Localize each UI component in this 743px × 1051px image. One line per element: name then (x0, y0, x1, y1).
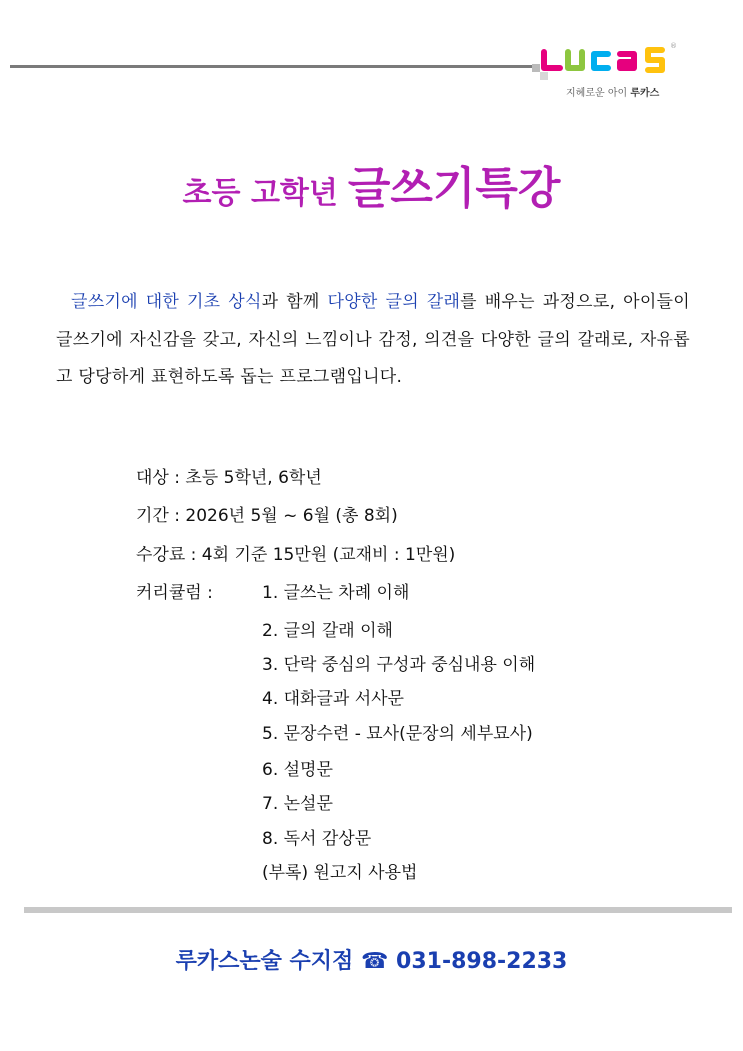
logo-tagline (566, 84, 659, 99)
title-course: 글쓰기특강 (347, 163, 561, 214)
period-info: 기간 : 2026년 5월 ~ 6월 (총 8회) (136, 506, 398, 526)
curriculum-item: 7. 논설문 (262, 794, 333, 814)
curriculum-item: 8. 독서 감상문 (262, 829, 372, 849)
footer-divider (24, 907, 732, 913)
target-info: 대상 : 초등 5학년, 6학년 (136, 468, 322, 488)
intro-highlight-basics: 글쓰기에 대한 기초 상식 (71, 292, 262, 312)
curriculum-item: 2. 글의 갈래 이해 (262, 621, 393, 641)
intro-text-2: 를 배우는 과정으로, 아이들이 글쓰기에 자신감을 갖고, 자신의 느낌이나 감정, 의견을 다양한 글의 갈래로, 자유롭고 당당하게 표현하도록 돕는 프로그램입니다. (56, 292, 690, 387)
curriculum-item: 6. 설명문 (262, 760, 333, 780)
curriculum-item: 5. 문장수련 - 묘사(문장의 세부묘사) (262, 724, 533, 744)
intro-highlight-genres: 다양한 글의 갈래 (327, 292, 461, 312)
curriculum-label: 커리큘럼 : (136, 583, 213, 603)
fee-info: 수강료 : 4회 기준 15만원 (교재비 : 1만원) (136, 545, 456, 565)
header-divider (10, 65, 540, 68)
logo-tagline-brand: 루카스 (630, 88, 660, 99)
title-grade: 초등 고학년 (182, 176, 338, 211)
page-title (0, 152, 743, 216)
logo-tagline-text: 지혜로운 아이 (566, 88, 631, 99)
svg-text:®: ® (670, 42, 677, 50)
contact-footer: 루카스논술 수지점 ☎ 031-898-2233 (175, 949, 568, 974)
curriculum-item: 4. 대화글과 서사문 (262, 689, 404, 709)
intro-paragraph (56, 284, 690, 397)
intro-text-1: 과 함께 (261, 292, 328, 312)
curriculum-item: (부록) 원고지 사용법 (262, 863, 418, 883)
curriculum-item: 3. 단락 중심의 구성과 중심내용 이해 (262, 655, 536, 675)
curriculum-item: 1. 글쓰는 차례 이해 (262, 583, 410, 603)
